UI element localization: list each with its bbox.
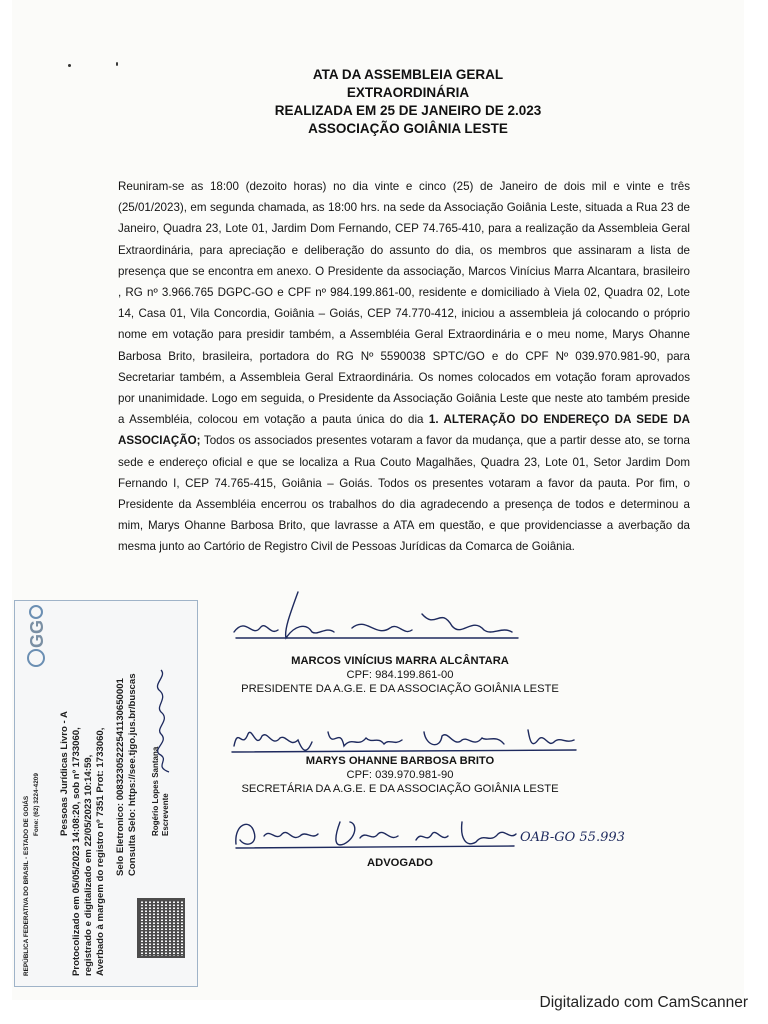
- lawyer-oab-handwritten: OAB-GO 55.993: [520, 830, 625, 845]
- agenda-item: 1. ALTERAÇÃO DO ENDEREÇO DA SEDE DA ASSOCIAÇÃO;: [118, 413, 690, 448]
- stamp-line-2: Protocolizado em 05/05/2023 14:08:20, sob nº 1733060,: [71, 727, 82, 976]
- secretary-cpf: CPF: 039.970.981-90: [346, 769, 454, 781]
- svg-text:GG: GG: [27, 619, 47, 648]
- stamp-line-6: Consulta Selo: https://see.tjgo.jus.br/buscas: [127, 673, 138, 876]
- president-signature: [226, 586, 526, 648]
- stamp-header-1: REPÚBLICA FEDERATIVA DO BRASIL - ESTADO DE GOIÁS: [23, 795, 30, 976]
- registry-stamp: [14, 600, 198, 987]
- side-margin-note: [704, 300, 720, 530]
- lawyer-role: ADVOGADO: [367, 857, 433, 869]
- stamp-line-5: Selo Eletronico: 00832305222541130650001: [115, 678, 126, 876]
- body-paragraph-1: Reuniram-se as 18:00 (dezoito horas) no dia vinte e cinco (25) de Janeiro de dois mil e vinte e três (25/01/2023), em segunda chamada, as 18:00 hrs. na sede da Associação Goiânia Leste, situada a Rua 23 de Janeiro, Quadra 23, Lote 01, Jardim Dom Fernando, CEP 74.765-410, para a realização da Assembleia Geral Extraordinária, para apreciação e deliberação do assunto do dia, os membros que assinaram a lista de presença que se encontra em anexo. O Presidente da associação, Marcos Vinícius Marra Alcantara, brasileiro , RG nº 3.966.765 DGPC-GO e CPF nº 984.199.861-00, residente e domiciliado à Viela 02, Quadra 02, Lote 14, Casa 01, Vila Concordia, Goiânia – Goiás, CEP 74.770-412, iniciou a assembleia já colocando o próprio nome em votação para presidir também, a Assembléia Geral Extraordinária e o meu nome, Marys Ohanne Barbosa Brito, brasileira, portadora do RG Nº 5590038 SPTC/GO e do CPF Nº 039.970.981-90, para Secretariar também, a Assembleia Geral Extraordinária. Os nomes colocados em votação foram aprovados por unanimidade. Logo em seguida, o Presidente da Associação Goiânia Leste que neste ato também preside a Assembléia, colocou em votação a pauta única do dia: [118, 180, 690, 427]
- body-paragraph-2: Todos os associados presentes votaram a favor da mudança, que a partir desse ato, se torna sede e endereço oficial e que se localiza a Rua Couto Magalhães, Quadra 23, Lote 01, Setor Jardim Dom Fernando I, CEP 74.765-415, Goiânia – Goiás. Todos os presentes votaram a favor da pauta. Por fim, o Presidente da Assembléia encerrou os trabalhos do dia agradecendo a presença de todos e determinou a mim, Marys Ohanne Barbosa Brito, que lavrasse a ATA em questão, e que providenciasse a averbação da mesma junto ao Cartório de Registro Civil de Pessoas Jurídicas da Comarca de Goiânia.: [118, 434, 690, 554]
- president-name: MARCOS VINÍCIUS MARRA ALCÂNTARA: [291, 655, 509, 667]
- camscanner-watermark: Digitalizado com CamScanner: [539, 994, 748, 1011]
- stamp-line-4: Averbado à margem do registro nº 7351 Prot: 1733060,: [95, 727, 106, 976]
- registry-logo-icon: [19, 604, 53, 668]
- title-line-2: EXTRAORDINÁRIA: [346, 85, 470, 100]
- secretary-name: MARYS OHANNE BARBOSA BRITO: [305, 755, 495, 767]
- stamp-signer-name: Rogério Lopes Santana: [151, 746, 160, 836]
- qr-code: [137, 898, 185, 958]
- stamp-signature: [147, 666, 177, 776]
- stamp-signer-role: Escrevente: [161, 793, 170, 836]
- secretary-signature-block: [190, 754, 610, 796]
- president-signature-block: [190, 654, 610, 696]
- president-cpf: CPF: 984.199.861-00: [346, 669, 454, 681]
- secretary-role: SECRETÁRIA DA A.G.E. E DA ASSOCIAÇÃO GOIÂNIA LESTE: [241, 783, 559, 795]
- stamp-line-3: registrado e digitalizado em 22/05/2023 10:14:59,: [83, 754, 94, 976]
- stamp-header-2: Fone: (62) 3224-4209: [33, 773, 40, 836]
- document-title: [0, 66, 768, 138]
- title-line-4: ASSOCIAÇÃO GOIÂNIA LESTE: [308, 121, 508, 136]
- president-role: PRESIDENTE DA A.G.E. E DA ASSOCIAÇÃO GOIÂNIA LESTE: [241, 683, 559, 695]
- title-line-3: REALIZADA EM 25 DE JANEIRO DE 2.023: [274, 103, 542, 118]
- minutes-body: [118, 176, 690, 558]
- stamp-line-1: Pessoas Jurídicas Livro - A: [59, 711, 70, 836]
- title-line-1: ATA DA ASSEMBLEIA GERAL: [312, 67, 504, 82]
- lawyer-signature: [230, 814, 520, 856]
